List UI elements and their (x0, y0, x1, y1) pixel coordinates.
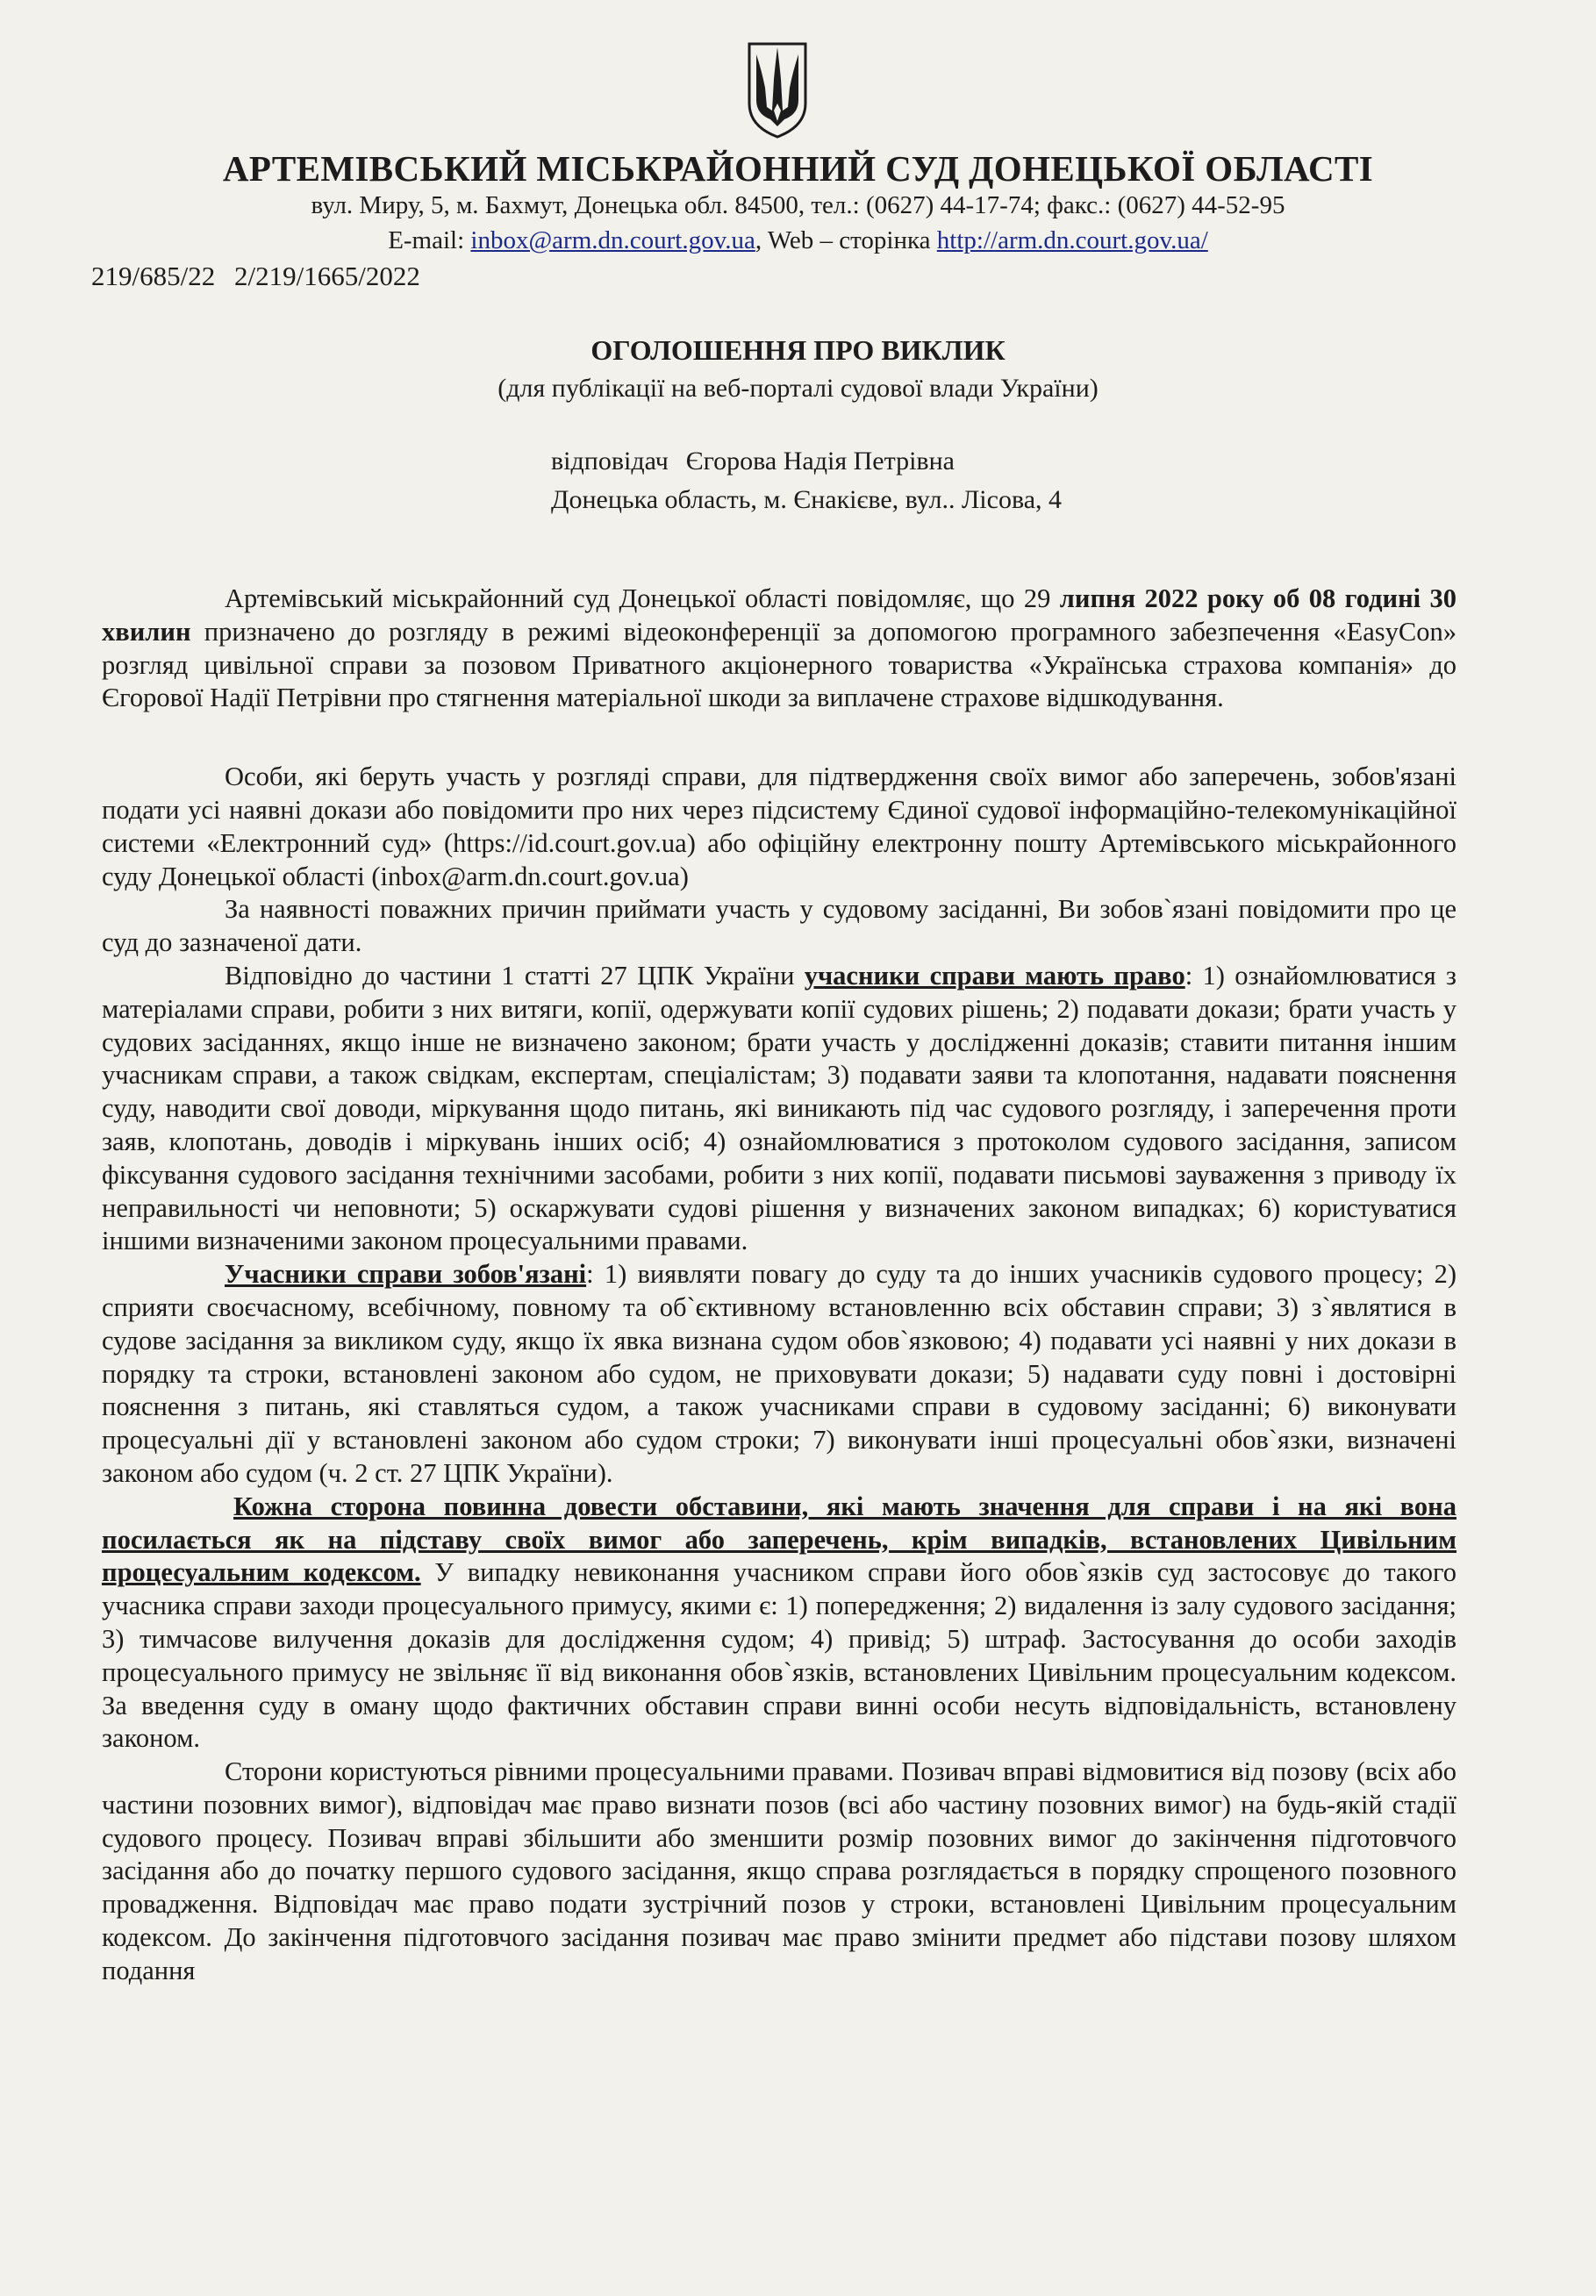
burden-heading: Кожна сторона повинна довести обставини, які мають значення для справи і на які вона посилається як на підставу своїх вимог або заперечень, крім випадків, встановлених Цивільним процесуальним кодексом. (102, 1491, 1456, 1588)
paragraph-duties (102, 1258, 1456, 1491)
addressee-role: відповідач (551, 447, 669, 476)
trident-emblem-icon (744, 35, 811, 140)
paragraph-text: Артемівський міськрайонний суд Донецької області повідомляє, що 29 (225, 583, 1060, 613)
email-label: E-mail: (388, 226, 471, 254)
paragraph-evidence: Особи, які беруть участь у розгляді справи, для підтвердження своїх вимог або заперечень, зобов'язані подати усі наявні докази або повідомити про них через підсистему Єдиної судової інформаційно-телекомунікаційної системи «Електронний суд» (https://id.court.gov.ua) або офіційну електронну пошту Артемівського міськрайонного суду Донецької області (inbox@arm.dn.court.gov.ua) (102, 762, 1456, 891)
addressee-address: Донецька область, м. Єнакієве, вул.. Лісова, 4 (551, 485, 1063, 514)
court-contacts (0, 225, 1596, 256)
case-number-2: 2/219/1665/2022 (233, 261, 420, 291)
rights-heading: учасники справи мають право (804, 960, 1185, 991)
paragraph-parties: Сторони користуються рівними процесуальними правами. Позивач вправі відмовитися від позову (всіх або частини позовних вимог), відповідач має право визнати позов (всі або частину позовних вимог) на будь-якій стадії судового процесу. Позивач вправі збільшити або зменшити розмір позовних вимог до закінчення підготовчого засідання або до початку першого судового засідання, якщо справа розглядається в порядку спрощеного позовного провадження. Відповідач має право подати зустрічний позов у строки, встановлені Цивільним процесуальним кодексом. До закінчення підготовчого засідання позивач має право змінити предмет або підстави позову шляхом подання (102, 1756, 1456, 1985)
addressee-block (551, 442, 1062, 519)
email-link[interactable]: inbox@arm.dn.court.gov.ua (470, 226, 755, 254)
hearing-datetime: липня 2022 року об 08 годині 30 хвилин (102, 583, 1457, 647)
document-title: ОГОЛОШЕННЯ ПРО ВИКЛИК (590, 334, 1006, 366)
paragraph-hearing (102, 583, 1456, 715)
addressee-name: Єгорова Надія Петрівна (685, 447, 955, 476)
document-subtitle: (для публікації на веб-порталі судової влади України) (497, 374, 1099, 403)
paragraph-rights (102, 960, 1456, 1258)
paragraph-text: : 1) ознайомлюватися з матеріалами справи, робити з них витяги, копії, одержувати копії судових рішень; 2) подавати докази; брати участь у судових засіданнях, якщо інше не визначено законом; брати участь у дослідженні доказів; ставити питання іншим учасникам справи, а також свідкам, експертам, спеціалістам; 3) подавати заяви та клопотання, надавати пояснення суду, наводити свої доводи, міркування щодо питань, які виникають під час судового розгляду, і заперечення проти заяв, клопотань, доводів і міркувань інших осіб; 4) ознайомлюватися з протоколом судового засідання, записом фіксування судового засідання технічними засобами, робити з них копії, подавати письмові зауваження з приводу їх неправильності чи неповноти; 5) оскаржувати судові рішення у визначених законом випадках; 6) користуватися іншими визначеними законом процесуальними правами. (102, 960, 1456, 1256)
duties-heading: Учасники справи зобов'язані (225, 1259, 587, 1290)
paragraph-text: Відповідно до частини 1 статті 27 ЦПК України (225, 960, 805, 991)
paragraph-text: У випадку невиконання учасником справи його обов`язків суд застосовує до такого учасника справи заходи процесуального примусу, якими є: 1) попередження; 2) видалення із залу судового засідання; 3) тимчасове вилучення доказів для дослідження судом; 4) привід; 5) штраф. Застосування до особи заходів процесуального примусу не звільняє її від виконання обов`язків, встановлених Цивільним процесуальним кодексом. За введення суду в оману щодо фактичних обставин справи винні особи несуть відповідальність, встановлену законом. (102, 1557, 1456, 1754)
paragraph-burden (102, 1491, 1456, 1756)
web-label: , Web – сторінка (755, 226, 937, 254)
paragraph-text: : 1) виявляти повагу до суду та до інших учасників судового процесу; 2) сприяти своєчасному, всебічному, повному та об`єктивному встановленню всіх обставин справи; 3) з`являтися в судове засідання за викликом суду, якщо їх явка визнана судом обов`язковою; 4) подавати усі наявні у них докази в порядку та строки, встановлені законом або судом, не приховувати докази; 5) надавати суду повні і достовірні пояснення з питань, які ставляться судом, а також учасниками справи в судовому засіданні; 6) виконувати процесуальні дії у встановлені законом або судом строки; 7) виконувати інші процесуальні обов`язки, визначені законом або судом (ч. 2 ст. 27 ЦПК України). (102, 1259, 1456, 1488)
document-body (102, 583, 1456, 1988)
case-number-1: 219/685/22 (91, 261, 216, 291)
addressee-line (551, 442, 1062, 481)
court-name: АРТЕМІВСЬКИЙ МІСЬКРАЙОННИЙ СУД ДОНЕЦЬКОЇ ОБЛАСТІ (222, 148, 1374, 189)
case-numbers (91, 260, 420, 293)
web-link[interactable]: http://arm.dn.court.gov.ua/ (936, 226, 1208, 254)
paragraph-text: призначено до розгляду в режимі відеоконференції за допомогою програмного забезпечення «EasyCon» розгляд цивільної справи за позовом Приватного акціонерного товариства «Українська страхова компанія» до Єгорової Надії Петрівни про стягнення матеріальної шкоди за виплачене страхове відшкодування. (102, 616, 1456, 713)
paragraph-notify: За наявності поважних причин приймати участь у судовому засіданні, Ви зобов`язані повідомити про це суд до зазначеної дати. (102, 894, 1456, 958)
court-address: вул. Миру, 5, м. Бахмут, Донецька обл. 84500, тел.: (0627) 44-17-74; факс.: (0627) 44-52-95 (311, 191, 1285, 219)
